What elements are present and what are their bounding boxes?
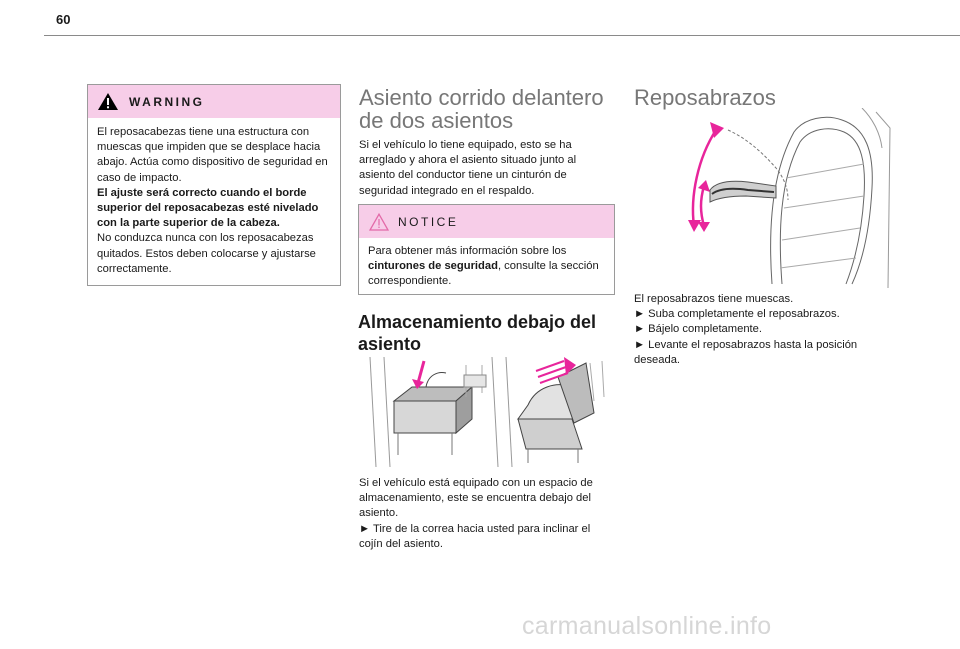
armrest-illustration [676,108,892,290]
notice-title: NOTICE [398,214,459,229]
notice-triangle-icon [369,213,389,231]
seat-outline [771,108,890,288]
warning-header [88,85,340,118]
bench-seat-heading: Asiento corrido delantero de dos asientos [359,85,604,133]
pink-arrow-down-icon [412,361,424,389]
armrest-heading: Reposabrazos [634,85,776,110]
notice-link-text: cinturones de seguridad [368,260,498,273]
notice-body [359,238,614,290]
warning-body [88,118,340,277]
armrest-text [634,292,896,368]
storage-step: ► Tire de la correa hacia usted para inclinar el cojín del asiento. [359,522,591,550]
armrest-paragraph: El reposabrazos tiene muescas. [634,293,794,305]
seat-tilt-illustration-left [370,357,486,467]
storage-heading: Almacenamiento debajo del asiento [358,312,597,354]
notice-text: Para obtener más información sobre los [368,245,567,257]
storage-text [359,476,614,552]
armrest-step: ► Bájelo completamente. [634,323,762,336]
notice-box [358,204,615,295]
warning-box [87,84,341,286]
page-number: 60 [56,12,71,27]
watermark: carmanualsonline.info [522,612,772,640]
notice-text: , consulte la sección correspondiente. [368,260,599,288]
warning-triangle-icon [97,92,119,111]
warning-paragraph-bold: El ajuste será correcto cuando el borde superior del reposacabezas esté nivelado con la parte superior de la cabeza. [97,186,319,230]
warning-paragraph: No conduzca nunca con los reposacabezas quitados. Estos deben colocarse y ajustarse correctamente. [97,232,316,275]
pink-curved-arrow-icon [688,122,724,232]
under-seat-storage-illustration [368,357,606,469]
warning-paragraph: El reposacabezas tiene una estructura con muescas que impiden que se desplace hacia abajo. Actúa como dispositivo de seguridad en caso de impacto. [97,126,328,184]
armrest-step: ► Levante el reposabrazos hasta la posición deseada. [634,338,858,366]
warning-title: WARNING [129,94,205,109]
armrest-step: ► Suba completamente el reposabrazos. [634,308,840,321]
notice-header [359,205,614,238]
storage-paragraph: Si el vehículo está equipado con un espacio de almacenamiento, este se encuentra debajo del asiento. [359,477,593,520]
bench-seat-text: Si el vehículo lo tiene equipado, esto se ha arreglado y ahora el asiento situado junto al asiento del conductor tiene un cinturón de seguridad integrado en el respaldo. [359,139,577,197]
header-rule [44,35,960,36]
armrest-part [710,130,788,202]
